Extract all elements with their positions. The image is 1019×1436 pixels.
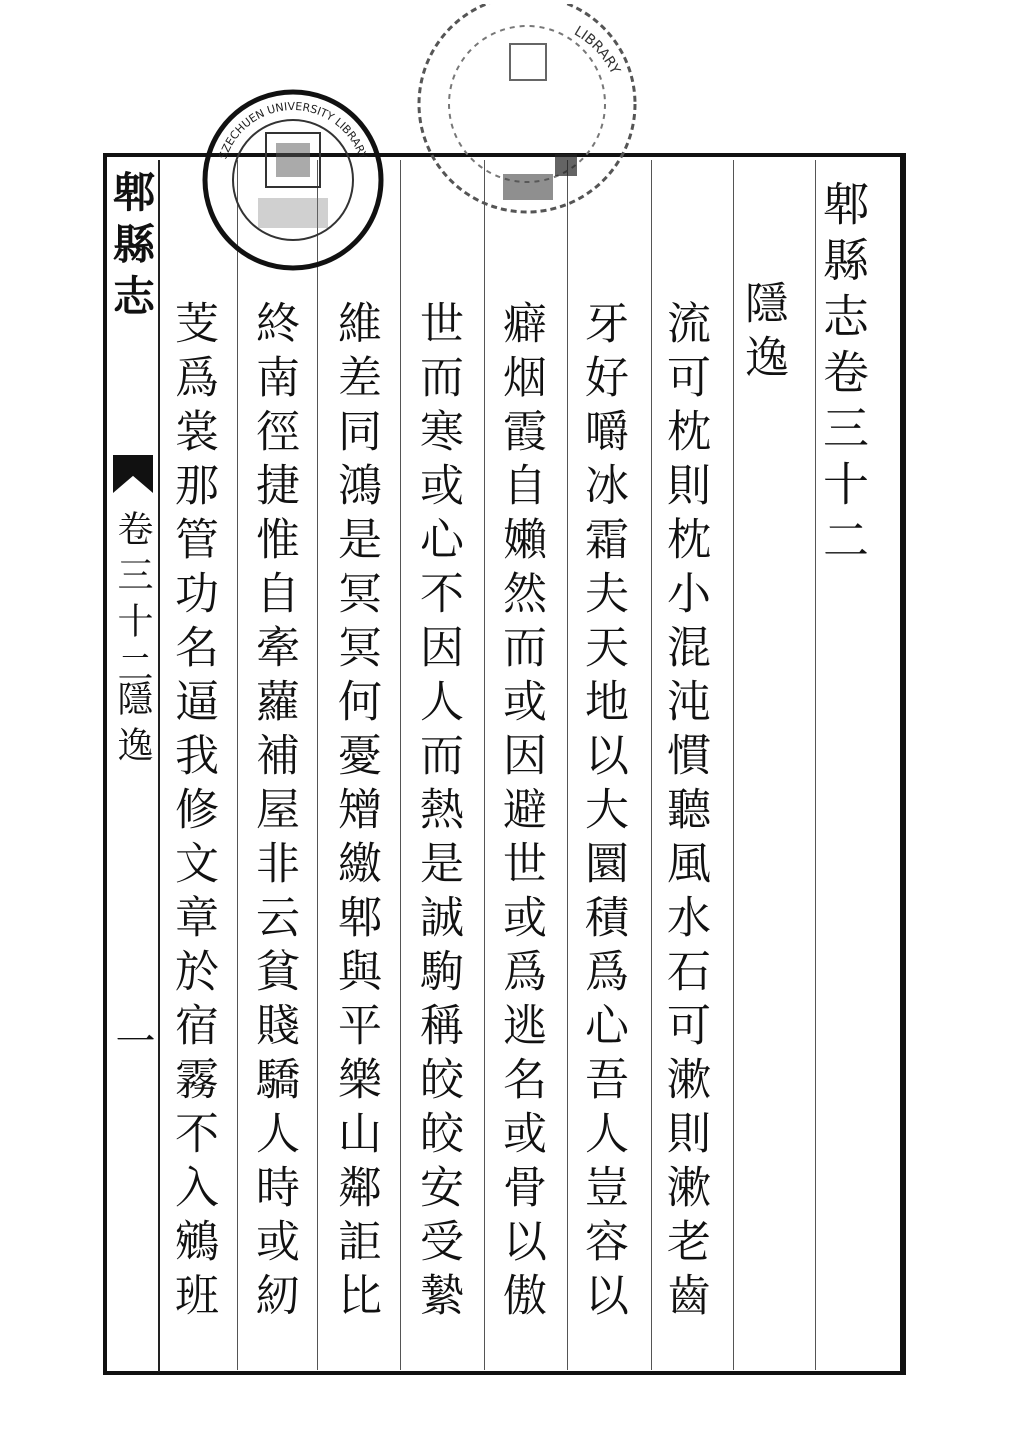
column-rule bbox=[567, 160, 568, 1370]
svg-text:LIBRARY: LIBRARY bbox=[571, 23, 623, 77]
text-column-4: 世而寒或心不因人而熱是誠駒稱皎皎安受縶 bbox=[412, 300, 463, 1326]
library-seal-partial bbox=[405, 4, 650, 214]
column-rule bbox=[733, 160, 734, 1370]
column-rule bbox=[484, 160, 485, 1370]
column-rule bbox=[237, 160, 238, 1370]
margin-juan-number: 卷三十二 bbox=[112, 510, 153, 694]
text-column-7: 芰爲裳那管功名逼我修文章於宿霧不入鵷班 bbox=[167, 300, 218, 1326]
margin-column-rule bbox=[158, 160, 160, 1372]
volume-title: 郫縣志卷三十二 bbox=[816, 180, 870, 572]
text-column-6: 終南徑捷惟自牽蘿補屋非云貧賤驕人時或紉 bbox=[248, 300, 299, 1326]
column-rule bbox=[651, 160, 652, 1370]
margin-page-number: 一 bbox=[109, 1020, 155, 1070]
column-rule bbox=[400, 160, 401, 1370]
svg-text:SZECHUEN UNIVERSITY LIBRARY: SZECHUEN UNIVERSITY LIBRARY bbox=[216, 99, 370, 161]
text-column-2: 牙好嚼冰霜夫天地以大圜積爲心吾人豈容以 bbox=[577, 300, 628, 1326]
column-rule bbox=[317, 160, 318, 1370]
text-column-3: 癖烟霞自嬾然而或因避世或爲逃名或骨以傲 bbox=[495, 300, 546, 1326]
text-column-5: 維差同鴻是冥冥何憂矰繳郫與平樂山鄰詎比 bbox=[330, 300, 381, 1326]
text-column-1: 流可枕則枕小混沌慣聽風水石可漱則漱老齒 bbox=[659, 300, 710, 1326]
margin-book-title: 郫縣志 bbox=[107, 170, 156, 326]
sichuan-university-library-seal bbox=[198, 88, 388, 272]
section-heading: 隱逸 bbox=[737, 280, 788, 388]
margin-section: 隱逸 bbox=[112, 680, 153, 772]
